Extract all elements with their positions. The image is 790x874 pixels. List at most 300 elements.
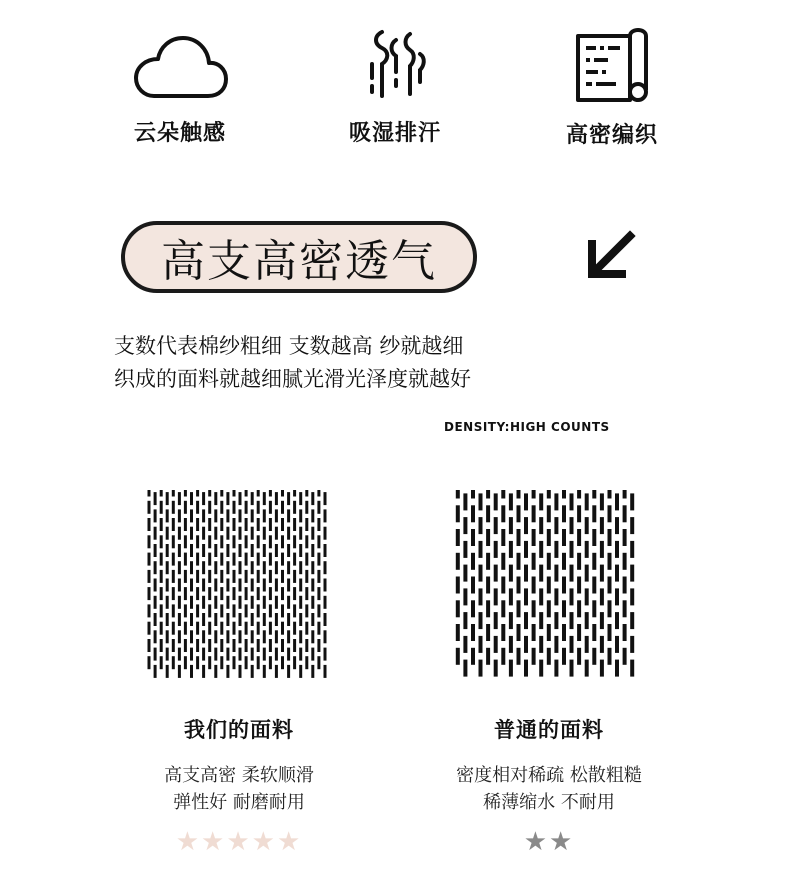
weave-thread <box>554 565 558 582</box>
weave-thread <box>305 518 308 531</box>
weave-thread <box>245 553 248 566</box>
weave-thread <box>263 527 266 540</box>
weave-thread <box>220 490 223 497</box>
weave-thread <box>532 490 536 499</box>
weave-thread <box>532 624 536 641</box>
weave-thread <box>539 612 543 629</box>
weave-thread <box>479 493 483 510</box>
weave-thread <box>148 553 151 566</box>
weave-thread <box>220 639 223 652</box>
weave-thread <box>311 648 314 661</box>
weave-thread <box>311 509 314 522</box>
weave-thread <box>154 665 157 678</box>
feature-moisture <box>310 26 480 147</box>
weave-thread <box>479 588 483 605</box>
weave-thread <box>486 600 490 617</box>
weave-thread <box>202 665 205 678</box>
weave-thread <box>608 529 612 546</box>
weave-thread <box>154 544 157 557</box>
weave-thread <box>148 518 151 531</box>
weave-thread <box>299 509 302 522</box>
weave-thread <box>615 636 619 653</box>
weave-thread <box>166 665 169 678</box>
weave-thread <box>257 501 260 514</box>
weave-thread <box>299 527 302 540</box>
weave-thread <box>184 587 187 600</box>
weave-thread <box>299 579 302 592</box>
weave-thread <box>532 553 536 570</box>
weave-thread <box>324 544 327 557</box>
weave-thread <box>287 527 290 540</box>
comparison-line: 稀薄缩水 不耐用 <box>483 792 615 813</box>
weave-thread <box>154 596 157 609</box>
weave-thread <box>299 665 302 678</box>
weave-thread <box>160 535 163 548</box>
weave-thread <box>239 579 242 592</box>
weave-thread <box>263 492 266 505</box>
weave-thread <box>178 527 181 540</box>
weave-thread <box>463 660 467 677</box>
weave-thread <box>562 577 566 594</box>
weave-thread <box>208 639 211 652</box>
weave-thread <box>226 596 229 609</box>
weave-thread <box>245 570 248 583</box>
weave-thread <box>494 541 498 558</box>
weave-thread <box>196 570 199 583</box>
weave-thread <box>592 490 596 499</box>
headline-badge <box>121 221 477 293</box>
weave-thread <box>184 518 187 531</box>
weave-thread <box>324 561 327 574</box>
weave-thread <box>463 541 467 558</box>
weave-thread <box>178 648 181 661</box>
weave-thread <box>154 509 157 522</box>
weave-thread <box>251 561 254 574</box>
weave-thread <box>463 493 467 510</box>
weave-thread <box>562 624 566 641</box>
weave-thread <box>245 587 248 600</box>
weave-thread <box>608 577 612 594</box>
weave-thread <box>524 636 528 653</box>
weave-thread <box>456 553 460 570</box>
weave-thread <box>456 490 460 499</box>
weave-thread <box>233 501 236 514</box>
comparison-title: 普通的面料 <box>494 719 604 742</box>
weave-thread <box>226 492 229 505</box>
weave-thread <box>562 505 566 522</box>
weave-thread <box>547 490 551 499</box>
weave-thread <box>577 490 581 499</box>
weave-thread <box>600 660 604 677</box>
weave-thread <box>509 541 513 558</box>
weave-thread <box>251 665 254 678</box>
weave-thread <box>299 544 302 557</box>
weave-thread <box>532 529 536 546</box>
weave-thread <box>202 596 205 609</box>
weave-thread <box>577 553 581 570</box>
weave-thread <box>517 577 521 594</box>
weave-thread <box>214 665 217 678</box>
weave-thread <box>539 493 543 510</box>
weave-thread <box>172 639 175 652</box>
weave-thread <box>239 492 242 505</box>
weave-thread <box>148 622 151 635</box>
weave-thread <box>263 613 266 626</box>
weave-thread <box>245 535 248 548</box>
rating-stars <box>114 826 364 857</box>
weave-thread <box>281 553 284 566</box>
weave-thread <box>501 490 505 499</box>
weave-thread <box>287 596 290 609</box>
weave-thread <box>184 622 187 635</box>
weave-thread <box>630 660 634 677</box>
weave-thread <box>615 493 619 510</box>
weave-thread <box>226 561 229 574</box>
weave-thread <box>524 565 528 582</box>
weave-thread <box>160 604 163 617</box>
weave-thread <box>208 587 211 600</box>
weave-thread <box>317 570 320 583</box>
weave-thread <box>305 656 308 669</box>
weave-thread <box>257 518 260 531</box>
weave-thread <box>600 612 604 629</box>
weave-thread <box>311 613 314 626</box>
weave-thread <box>275 527 278 540</box>
weave-thread <box>226 665 229 678</box>
weave-thread <box>208 501 211 514</box>
weave-thread <box>494 612 498 629</box>
feature-weave <box>527 24 697 149</box>
feature-label-cloud: 云朵触感 <box>133 120 226 145</box>
weave-thread <box>547 505 551 522</box>
weave-thread <box>592 553 596 570</box>
weave-thread <box>154 561 157 574</box>
weave-thread <box>608 490 612 499</box>
weave-thread <box>299 596 302 609</box>
weave-thread <box>226 613 229 626</box>
weave-thread <box>517 529 521 546</box>
weave-thread <box>245 622 248 635</box>
weave-thread <box>305 553 308 566</box>
weave-thread <box>585 493 589 510</box>
weave-thread <box>456 624 460 641</box>
weave-thread <box>190 596 193 609</box>
feature-label-moisture: 吸湿排汗 <box>348 120 441 145</box>
weave-thread <box>269 622 272 635</box>
weave-thread <box>226 544 229 557</box>
weave-thread <box>592 648 596 665</box>
weave-thread <box>269 518 272 531</box>
weave-thread <box>196 639 199 652</box>
weave-thread <box>251 527 254 540</box>
comparison-ours <box>114 714 364 857</box>
weave-thread <box>623 624 627 641</box>
weave-thread <box>214 527 217 540</box>
weave-thread <box>214 613 217 626</box>
weave-thread <box>263 509 266 522</box>
weave-thread <box>324 596 327 609</box>
weave-thread <box>269 535 272 548</box>
weave-thread <box>293 587 296 600</box>
weave-thread <box>524 612 528 629</box>
weave-thread <box>317 490 320 497</box>
weave-thread <box>311 579 314 592</box>
weave-thread <box>281 535 284 548</box>
weave-thread <box>592 529 596 546</box>
star-icon: ★ <box>251 826 277 856</box>
weave-thread <box>275 648 278 661</box>
weave-thread <box>275 665 278 678</box>
weave-thread <box>281 518 284 531</box>
weave-thread <box>456 529 460 546</box>
weave-thread <box>214 561 217 574</box>
weave-thread <box>463 636 467 653</box>
weave-thread <box>208 570 211 583</box>
weave-thread <box>562 553 566 570</box>
weave-thread <box>196 490 199 497</box>
weave-thread <box>184 535 187 548</box>
weave-thread <box>239 648 242 661</box>
weave-thread <box>486 648 490 665</box>
weave-thread <box>166 527 169 540</box>
weave-thread <box>220 518 223 531</box>
weave-thread <box>463 588 467 605</box>
weave-thread <box>172 535 175 548</box>
weave-thread <box>463 517 467 534</box>
weave-thread <box>233 656 236 669</box>
weave-thread <box>630 493 634 510</box>
weave-thread <box>623 529 627 546</box>
weave-thread <box>275 544 278 557</box>
weave-thread <box>577 624 581 641</box>
weave-thread <box>463 565 467 582</box>
weave-thread <box>172 656 175 669</box>
weave-thread <box>239 613 242 626</box>
weave-thread <box>190 579 193 592</box>
weave-thread <box>287 509 290 522</box>
weave-thread <box>317 535 320 548</box>
weave-thread <box>208 604 211 617</box>
weave-thread <box>494 588 498 605</box>
weave-thread <box>592 624 596 641</box>
comparison-line: 高支高密 柔软顺滑 <box>164 765 314 786</box>
weave-thread <box>160 622 163 635</box>
feature-cloud <box>95 32 265 147</box>
weave-thread <box>257 553 260 566</box>
weave-thread <box>293 518 296 531</box>
headline-text: 高支高密透气 <box>161 236 437 287</box>
weave-thread <box>208 622 211 635</box>
weave-thread <box>239 561 242 574</box>
weave-thread <box>275 596 278 609</box>
weave-thread <box>539 588 543 605</box>
weave-thread <box>251 596 254 609</box>
weave-thread <box>585 565 589 582</box>
weave-thread <box>148 535 151 548</box>
weave-thread <box>299 613 302 626</box>
weave-thread <box>233 570 236 583</box>
weave-thread <box>269 587 272 600</box>
weave-thread <box>220 535 223 548</box>
weave-thread <box>585 660 589 677</box>
weave-thread <box>160 518 163 531</box>
weave-thread <box>190 509 193 522</box>
weave-thread <box>317 656 320 669</box>
weave-thread <box>471 529 475 546</box>
weave-thread <box>263 544 266 557</box>
weave-thread <box>600 541 604 558</box>
weave-thread <box>160 587 163 600</box>
weave-thread <box>269 501 272 514</box>
weave-thread <box>479 612 483 629</box>
weave-thread <box>148 604 151 617</box>
weave-thread <box>630 517 634 534</box>
weave-thread <box>324 509 327 522</box>
weave-thread <box>554 636 558 653</box>
weave-thread <box>251 630 254 643</box>
weave-thread <box>166 492 169 505</box>
weave-thread <box>517 490 521 499</box>
weave-thread <box>570 493 574 510</box>
weave-thread <box>233 639 236 652</box>
weave-thread <box>524 493 528 510</box>
weave-thread <box>257 604 260 617</box>
weave-thread <box>554 588 558 605</box>
weave-thread <box>600 493 604 510</box>
weave-thread <box>486 624 490 641</box>
feature-label-weave: 高密编织 <box>565 122 658 147</box>
weave-thread <box>178 509 181 522</box>
weave-thread <box>592 600 596 617</box>
weave-thread <box>494 517 498 534</box>
weave-thread <box>281 501 284 514</box>
weave-thread <box>160 553 163 566</box>
weave-thread <box>623 490 627 499</box>
density-label: DENSITY:HIGH COUNTS <box>444 420 610 434</box>
weave-thread <box>154 492 157 505</box>
weave-thread <box>539 636 543 653</box>
weave-thread <box>570 541 574 558</box>
weave-thread <box>166 579 169 592</box>
weave-thread <box>257 639 260 652</box>
weave-thread <box>305 639 308 652</box>
weave-thread <box>184 604 187 617</box>
weave-thread <box>245 604 248 617</box>
weave-thread <box>577 600 581 617</box>
weave-thread <box>324 492 327 505</box>
weave-thread <box>233 535 236 548</box>
weave-thread <box>547 529 551 546</box>
weave-thread <box>172 490 175 497</box>
weave-thread <box>547 553 551 570</box>
weave-thread <box>509 612 513 629</box>
weave-thread <box>305 570 308 583</box>
weave-thread <box>202 544 205 557</box>
weave-thread <box>202 509 205 522</box>
weave-thread <box>471 505 475 522</box>
weave-thread <box>178 579 181 592</box>
weave-thread <box>172 604 175 617</box>
weave-thread <box>178 544 181 557</box>
weave-thread <box>239 665 242 678</box>
comparison-title: 我们的面料 <box>184 719 294 742</box>
weave-thread <box>317 622 320 635</box>
weave-thread <box>160 501 163 514</box>
weave-thread <box>166 561 169 574</box>
weave-thread <box>471 648 475 665</box>
weave-thread <box>570 612 574 629</box>
weave-thread <box>501 600 505 617</box>
weave-thread <box>311 544 314 557</box>
weave-thread <box>208 535 211 548</box>
weave-thread <box>562 648 566 665</box>
weave-thread <box>311 665 314 678</box>
weave-thread <box>479 541 483 558</box>
weave-thread <box>184 639 187 652</box>
weave-thread <box>509 565 513 582</box>
weave-thread <box>214 630 217 643</box>
weave-thread <box>257 656 260 669</box>
weave-thread <box>196 553 199 566</box>
comparison-line: 密度相对稀疏 松散粗糙 <box>456 765 642 786</box>
weave-thread <box>245 639 248 652</box>
weave-thread <box>233 553 236 566</box>
weave-thread <box>178 665 181 678</box>
weave-thread <box>471 577 475 594</box>
weave-thread <box>311 561 314 574</box>
weave-thread <box>501 577 505 594</box>
weave-thread <box>190 561 193 574</box>
dense-weave-swatch <box>146 490 328 680</box>
weave-thread <box>263 648 266 661</box>
weave-thread <box>148 639 151 652</box>
weave-thread <box>251 492 254 505</box>
description-line: 支数代表棉纱粗细 支数越高 纱就越细 <box>114 334 464 358</box>
weave-thread <box>257 535 260 548</box>
weave-thread <box>275 630 278 643</box>
weave-thread <box>539 541 543 558</box>
weave-thread <box>257 570 260 583</box>
weave-thread <box>494 565 498 582</box>
weave-thread <box>592 577 596 594</box>
weave-thread <box>172 587 175 600</box>
weave-thread <box>570 565 574 582</box>
weave-thread <box>202 527 205 540</box>
cloud-icon <box>132 32 228 102</box>
weave-thread <box>281 587 284 600</box>
comparison-line: 弹性好 耐磨耐用 <box>173 792 305 813</box>
weave-thread <box>214 492 217 505</box>
weave-thread <box>287 630 290 643</box>
star-icon: ★ <box>226 826 252 856</box>
weave-thread <box>623 600 627 617</box>
weave-thread <box>494 660 498 677</box>
weave-thread <box>184 570 187 583</box>
weave-thread <box>305 535 308 548</box>
weave-thread <box>299 648 302 661</box>
weave-thread <box>172 553 175 566</box>
weave-thread <box>539 517 543 534</box>
weave-thread <box>172 518 175 531</box>
weave-thread <box>184 553 187 566</box>
weave-thread <box>547 577 551 594</box>
weave-thread <box>226 648 229 661</box>
weave-thread <box>166 509 169 522</box>
weave-thread <box>245 656 248 669</box>
weave-thread <box>305 490 308 497</box>
weave-thread <box>226 579 229 592</box>
weave-thread <box>220 622 223 635</box>
